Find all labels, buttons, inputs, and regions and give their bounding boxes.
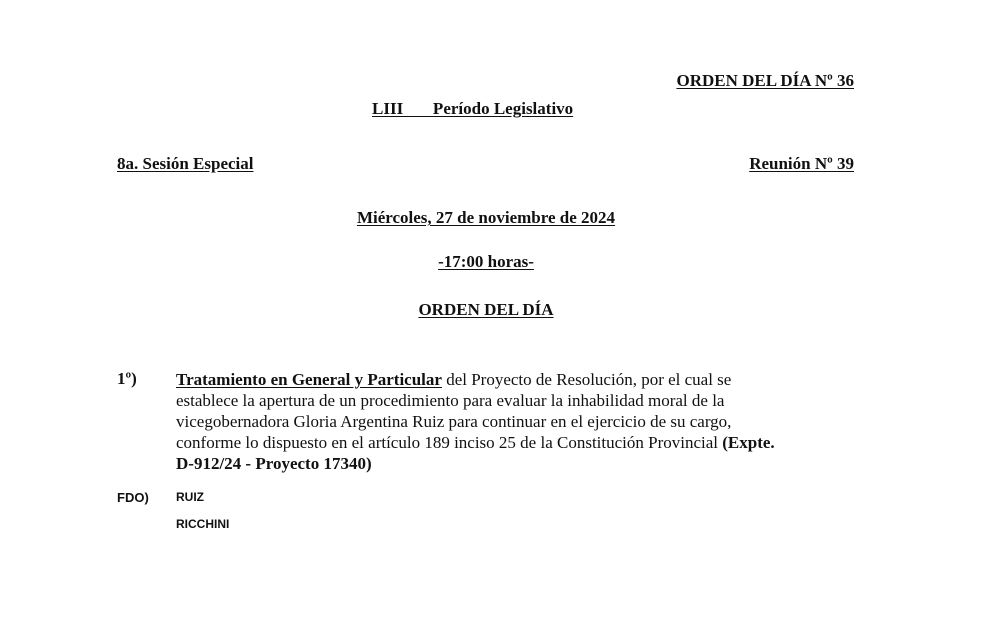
legislative-period: LIII Período Legislativo <box>372 99 574 118</box>
agenda-item-line-2: establece la apertura de un procedimiento para evaluar la inhabilidad moral de la <box>176 391 725 410</box>
order-number: ORDEN DEL DÍA Nº 36 <box>676 71 854 90</box>
signed-label: FDO) <box>117 490 149 505</box>
agenda-item-line-4 <box>176 432 866 453</box>
agenda-item-body <box>176 369 866 474</box>
session-date <box>0 208 972 228</box>
session-name: 8a. Sesión Especial <box>117 154 254 173</box>
agenda-item-line-3: vicegobernadora Gloria Argentina Ruiz para continuar en el ejercicio de su cargo, <box>176 412 732 431</box>
session-time <box>0 252 972 272</box>
signer-name: RUIZ <box>176 490 204 504</box>
agenda-title-text: ORDEN DEL DÍA <box>418 300 554 319</box>
signer-name: RICCHINI <box>176 517 230 531</box>
agenda-item-number: 1º) <box>117 369 137 388</box>
agenda-item-expte-number: D-912/24 - Proyecto 17340) <box>176 454 372 473</box>
session-date-text: Miércoles, 27 de noviembre de 2024 <box>356 208 616 227</box>
session-time-text: -17:00 horas- <box>438 252 534 271</box>
agenda-item-line-1-rest: del Proyecto de Resolución, por el cual se <box>441 370 732 389</box>
meeting-number: Reunión Nº 39 <box>749 154 854 173</box>
agenda-title <box>0 300 972 320</box>
agenda-item-expte-label: (Expte. <box>722 433 775 452</box>
agenda-item-line-4-text: conforme lo dispuesto en el artículo 189 inciso 25 de la Constitución Provincial <box>176 433 723 452</box>
agenda-item-line-1 <box>176 369 866 390</box>
agenda-item-title: Tratamiento en General y Particular <box>176 370 442 389</box>
